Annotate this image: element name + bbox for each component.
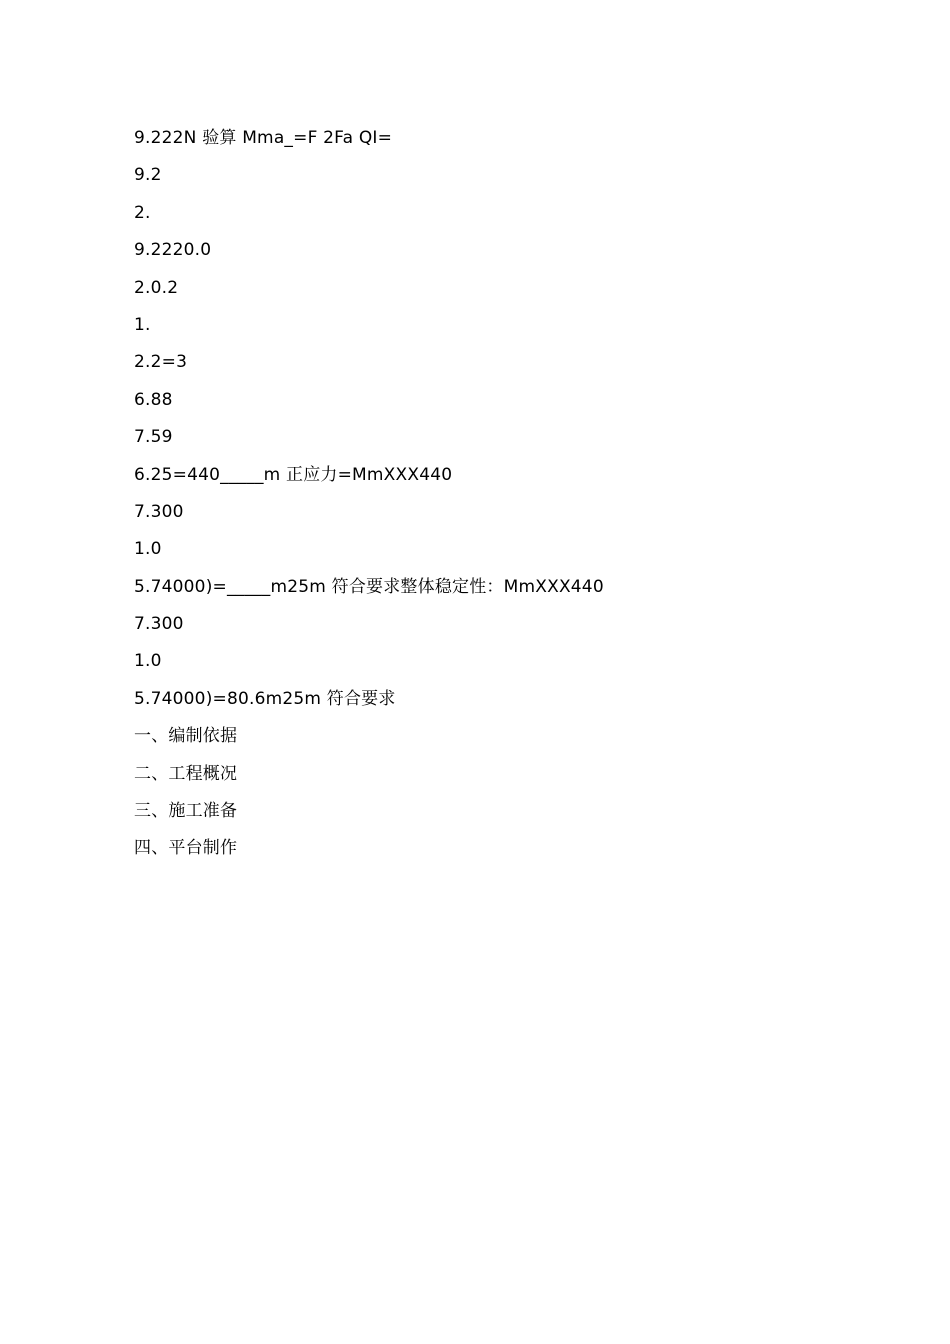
text-line: 1.0 xyxy=(134,539,162,560)
text-line: 5.74000)=80.6m25m 符合要求 xyxy=(134,688,396,709)
text-line: 2.2=3 xyxy=(134,352,188,373)
text-line: 5.74000)=_____m25m 符合要求整体稳定性：MmXXX440 xyxy=(134,576,604,597)
section-heading: 二、工程概况 xyxy=(134,763,238,784)
text-line: 7.59 xyxy=(134,427,173,448)
text-line: 7.300 xyxy=(134,501,184,522)
section-heading: 一、编制依据 xyxy=(134,726,238,747)
text-line: 7.300 xyxy=(134,614,184,635)
document-body xyxy=(134,125,854,873)
text-line: 6.88 xyxy=(134,389,173,410)
text-line: 1.0 xyxy=(134,651,162,672)
text-line: 9.2 xyxy=(134,165,162,186)
section-heading: 三、施工准备 xyxy=(134,801,238,822)
section-heading: 四、平台制作 xyxy=(134,838,238,859)
text-line: 9.2220.0 xyxy=(134,240,212,261)
text-line: 9.222N 验算 Mma_=F 2Fa QI= xyxy=(134,128,393,148)
text-line: 1. xyxy=(134,314,151,335)
text-line: 6.25=440_____m 正应力=MmXXX440 xyxy=(134,464,453,485)
text-line: 2.0.2 xyxy=(134,277,179,298)
text-line: 2. xyxy=(134,202,151,223)
